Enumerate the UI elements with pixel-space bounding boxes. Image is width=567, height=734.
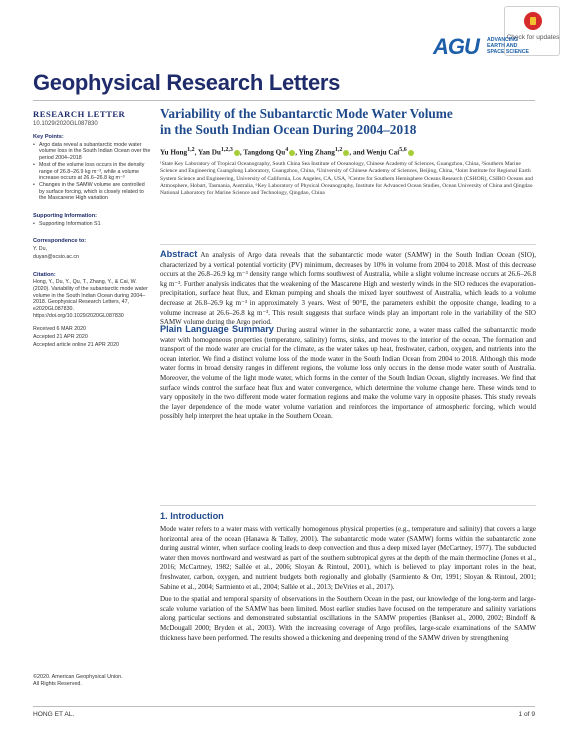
footer-running-author: HONG ET AL. bbox=[33, 711, 75, 718]
author-affil-sup: 1,2,3 bbox=[220, 147, 233, 153]
plain-language-summary-text: During austral winter in the subantarctic zone, a water mass called the subantarctic mode water with homogeneous properties (temperature, salinity) forms, sinks, and moves to the interior of the ocean. The formation and transport of the mode water are crucial for the climate, as the water takes up heat, freshwater, carbon, oxygen, and nutrients into the ocean interior. We find a distinct volume loss of the mode water in the South Indian Ocean from 2004 to 2018. Although this mode water forms in broad density ranges in different regions, the volume loss only occurs in the dense mode water south of Australia. Moreover, the volume of the light mode water, which forms in the center of the South Indian Ocean, slightly increases. We find that surface winds control the surface heat flux and water convergence, which determine the volume change here. These winds tend to vary oppositely in the two different mode water formation regions and make the volume vary in opposite phases. This study reveals the layer dependence of the mode water volume variation and reinforces the importance of atmospheric forcing, which would possibly help interpret the heat uptake in the Southern Ocean. bbox=[160, 326, 536, 421]
agu-logo-mark: AGU bbox=[433, 34, 479, 59]
author-affil-sup: 1,2 bbox=[334, 147, 343, 153]
copyright-notice bbox=[33, 674, 151, 688]
author-name[interactable]: Ying Zhang bbox=[298, 148, 335, 157]
received-date: Received 6 MAR 2020 bbox=[33, 326, 86, 333]
agu-logo bbox=[433, 34, 551, 60]
accepted-online-date: Accepted article online 21 APR 2020 bbox=[33, 341, 119, 348]
citation-text: Hong, Y., Du, Y., Qu, T., Zhang, Y., & Cai, W. (2020). Variability of the subantarctic mode water volume in the South Indian Ocean during 2004–2018. Geophysical Research Letters, 47, e2020GL087830. https://doi.org/10.1029/2020GL087830 bbox=[33, 279, 148, 319]
footer-page-number: 1 of 9 bbox=[518, 711, 535, 718]
key-point-item: • Argo data reveal a subantarctic mode water volume loss in the South Indian Ocean over the period 2004–2018 bbox=[33, 142, 151, 162]
agu-logo-tagline bbox=[487, 37, 529, 55]
author-affil-sup: 1,2 bbox=[187, 147, 195, 153]
abstract-section bbox=[160, 250, 536, 328]
abstract-text: An analysis of Argo data reveals that the subantarctic mode water (SAMW) in the South Indian Ocean (SIO), characterized by a vertical potential vorticity (PV) minimum, decreases by 10% in volume from 2004 to 2018. Most of this decrease occurs at the 26.8–26.9 kg m⁻³ density range which forms southwest of Australia, while a slight volume increase occurs at 26.6–26.8 kg m⁻³. Further analysis indicates that the weakening of the Mascarene High and westerly winds in the SIO reduces the evaporation-precipitation, surface heat flux, and Ekman pumping and shoals the mixed layer southwest of Australia, which leads to a volume decrease at 26.8–26.9 kg m⁻³ in approximately 3 years. West of 90°E, the parameters exhibit the opposite change, leading to a volume increase at 26.6–26.8 kg m⁻³. This result suggests that surface winds play an important role in the variability of the SIO SAMW volume during the Argo period. bbox=[160, 251, 536, 327]
key-points-list bbox=[33, 142, 151, 202]
introduction-body bbox=[160, 525, 536, 643]
agu-tagline-line3: SPACE SCIENCE bbox=[487, 49, 529, 55]
orcid-icon[interactable] bbox=[234, 150, 240, 156]
orcid-icon[interactable] bbox=[343, 150, 349, 156]
agu-tagline-line1: ADVANCING bbox=[487, 37, 519, 43]
correspondence-heading: Correspondence to: bbox=[33, 238, 87, 245]
author-name[interactable]: and Wenju Cai bbox=[352, 148, 400, 157]
orcid-icon[interactable] bbox=[289, 150, 295, 156]
key-point-item: • Most of the volume loss occurs in the density range of 26.8–26.9 kg m⁻³, while a volume increase occurs at 26.6–26.8 kg m⁻³ bbox=[33, 162, 151, 182]
section-divider bbox=[160, 505, 536, 506]
article-header bbox=[160, 106, 536, 197]
copyright-line2: All Rights Reserved. bbox=[33, 681, 82, 687]
plain-language-summary-section bbox=[160, 325, 536, 422]
journal-title: Geophysical Research Letters bbox=[33, 70, 341, 95]
orcid-icon[interactable] bbox=[408, 150, 414, 156]
author-affil-sup: 4 bbox=[285, 147, 289, 153]
introduction-paragraph: Mode water refers to a water mass with vertically homogenous physical properties (e.g., temperature and salinity) that covers a large horizontal area of the ocean (Hanawa & Talley, 2001). The subantarctic mode water (SAMW) forms within the subantarctic zone during austral winter, when surface cooling leads to deep convection and thus a deep mixed layer (McCartney, 1977). The subducted water then moves northward and westward as part of the southern subtropical gyres at the depth of the main thermocline (Jones et al., 2016; McCartney, 1982; Sallée et al., 2006; Sloyan & Rintoul, 2001), which is believed to play important roles in the heat, freshwater, carbon, oxygen, and nutrient budgets both regionally and globally (Sarmiento & Orr, 1991; Sloyan & Rintoul, 2001; Sabine et al., 2004; Sarmiento et al., 2004; Sallée et al., 2013; DeVries et al., 2017). bbox=[160, 525, 536, 591]
footer-divider bbox=[33, 706, 535, 707]
author-name[interactable]: Yu Hong bbox=[160, 148, 188, 157]
key-points-heading: Key Points: bbox=[33, 134, 64, 140]
author-name[interactable]: Tangdong Qu bbox=[243, 148, 286, 157]
article-doi[interactable]: 10.1029/2020GL087830 bbox=[33, 121, 98, 127]
abstract-heading: Abstract bbox=[160, 249, 198, 259]
supporting-information-item[interactable]: • Supporting Information S1 bbox=[33, 221, 151, 228]
introduction-paragraph: Due to the spatial and temporal sparsity of observations in the Southern Ocean in the past, our knowledge of the long-term and large-scale volume variation of the SAMW has been limited. Most earlier studies have focused on the temperature and salinity variations along particular sections and demonstrated substantial oscillations in the SAMW properties (Bankset al., 2000, 2002; Bindoff & McDougall 2000; Bryden et al., 2003). With the increasing coverage of Argo profiles, large-scale examinations of the SAMW thickness have been performed. The results showed a thickening and deepening trend of the SAMW driven by strengthening bbox=[160, 595, 536, 642]
article-type-label: RESEARCH LETTER bbox=[33, 109, 126, 119]
author-affil-sup: 5,6 bbox=[399, 147, 407, 153]
plain-language-summary-heading: Plain Language Summary bbox=[160, 324, 274, 334]
article-sidebar bbox=[33, 109, 151, 349]
copyright-line1: ©2020. American Geophysical Union. bbox=[33, 674, 123, 680]
article-title bbox=[160, 106, 536, 138]
author-list: Yu Hong$^{1,2}$, Yan Du$^{1,2,3}$ , Tangdong Qu$^4$ , Ying Zhang$^{1,2}$ , and Wenju Cai$^{5,6}$ bbox=[160, 146, 536, 157]
crossmark-icon bbox=[524, 12, 542, 30]
key-point-item: • Changes in the SAMW volume are controlled by surface forcing, which is closely related to the Mascarene High variation bbox=[33, 182, 151, 202]
author-name[interactable]: Yan Du bbox=[197, 148, 221, 157]
agu-tagline-line2: EARTH AND bbox=[487, 43, 518, 49]
correspondence-email[interactable]: duyan@scsio.ac.cn bbox=[33, 253, 80, 260]
introduction-heading: 1. Introduction bbox=[160, 511, 224, 521]
accepted-date: Accepted 21 APR 2020 bbox=[33, 334, 88, 341]
article-title-line2: in the South Indian Ocean During 2004–2018 bbox=[160, 122, 417, 137]
check-for-updates-label: Check for updates bbox=[506, 34, 560, 41]
affiliations: ¹State Key Laboratory of Tropical Oceanography, South China Sea Institute of Oceanology, Chinese Academy of Sciences, Guangzhou, China, ²Southern Marine Science and Engineering Guangdong Laboratory, Guangzhou, China, ³University of Chinese Academy of Sciences, Beijing, China, ⁴Joint Institute for Regional Earth System Science and Engineering, University of California, Los Angeles, CA, USA, ⁵Centre for Southern Hemisphere Oceans Research (CSHOR), CSIRO Oceans and Atmosphere, Hobart, Tasmania, Australia, ⁶Key Laboratory of Physical Oceanography, Institute for Advanced Ocean Studies, Ocean University of China and Qingdao National Laboratory for Marine Science and Technology, Qingdao, China bbox=[160, 161, 533, 196]
supporting-information-list bbox=[33, 221, 151, 228]
supporting-information-heading: Supporting Information: bbox=[33, 213, 98, 220]
article-title-line1: Variability of the Subantarctic Mode Water Volume bbox=[160, 106, 453, 121]
header-body-divider bbox=[160, 244, 536, 245]
header-divider bbox=[33, 100, 535, 101]
citation-heading: Citation: bbox=[33, 271, 56, 278]
correspondence-name: Y. Du, bbox=[33, 246, 48, 253]
